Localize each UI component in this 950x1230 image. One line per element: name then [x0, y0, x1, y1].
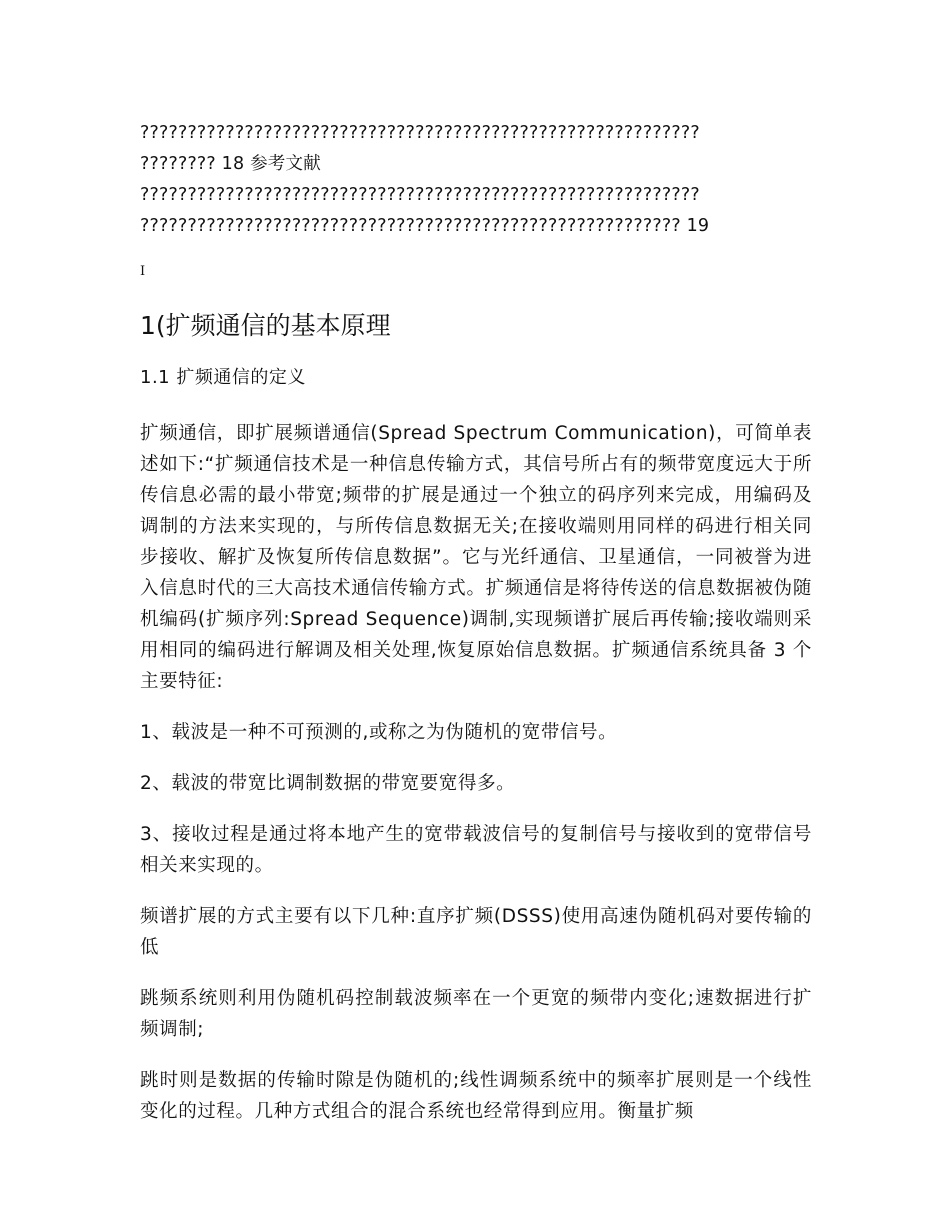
section-heading: 1.1 扩频通信的定义: [140, 367, 306, 388]
document-page: [140, 118, 812, 1127]
feature-item-3: 3、接收过程是通过将本地产生的宽带载波信号的复制信号与接收到的宽带信号相关来实现的。: [140, 824, 812, 876]
feature-item-2: 2、载波的带宽比调制数据的带宽要宽得多。: [140, 773, 516, 794]
feature-item-1: 1、载波是一种不可预测的,或称之为伪随机的宽带信号。: [140, 722, 618, 743]
spread-methods-paragraph: 频谱扩展的方式主要有以下几种:直序扩频(DSSS)使用高速伪随机码对要传输的低: [140, 906, 812, 958]
toc-line-3: ???????????????????????????????????????????????????????????: [140, 185, 700, 205]
time-hopping-paragraph: 跳时则是数据的传输时隙是伪随机的;线性调频系统中的频率扩展则是一个线性变化的过程。几种方式组合的混合系统也经常得到应用。衡量扩频: [140, 1070, 812, 1122]
frequency-hopping-paragraph: 跳频系统则利用伪随机码控制载波频率在一个更宽的频带内变化;速数据进行扩频调制;: [140, 988, 812, 1040]
chapter-heading: 1(扩频通信的基本原理: [140, 311, 391, 340]
toc-line-4: ????????????????????????????????????????????????????????? 19: [140, 216, 710, 236]
toc-line-1: ???????????????????????????????????????????????????????????: [140, 123, 700, 143]
page-marker: I: [140, 264, 146, 279]
definition-paragraph: 扩频通信，即扩展频谱通信(Spread Spectrum Communication)，可简单表述如下:“扩频通信技术是一种信息传输方式，其信号所占有的频带宽度远大于所传信息必需的最小带宽;频带的扩展是通过一个独立的码序列来完成，用编码及调制的方法来实现的，与所传信息数据无关;在接收端则用同样的码进行相关同步接收、解扩及恢复所传信息数据”。它与光纤通信、卫星通信，一同被誉为进入信息时代的三大高技术通信传输方式。扩频通信是将待传送的信息数据被伪随机编码(扩频序列:Spread Sequence)调制,实现频谱扩展后再传输;接收端则采用相同的编码进行解调及相关处理,恢复原始信息数据。扩频通信系统具备 3 个主要特征:: [140, 423, 812, 692]
toc-line-2: ???????? 18 参考文献: [140, 154, 321, 174]
